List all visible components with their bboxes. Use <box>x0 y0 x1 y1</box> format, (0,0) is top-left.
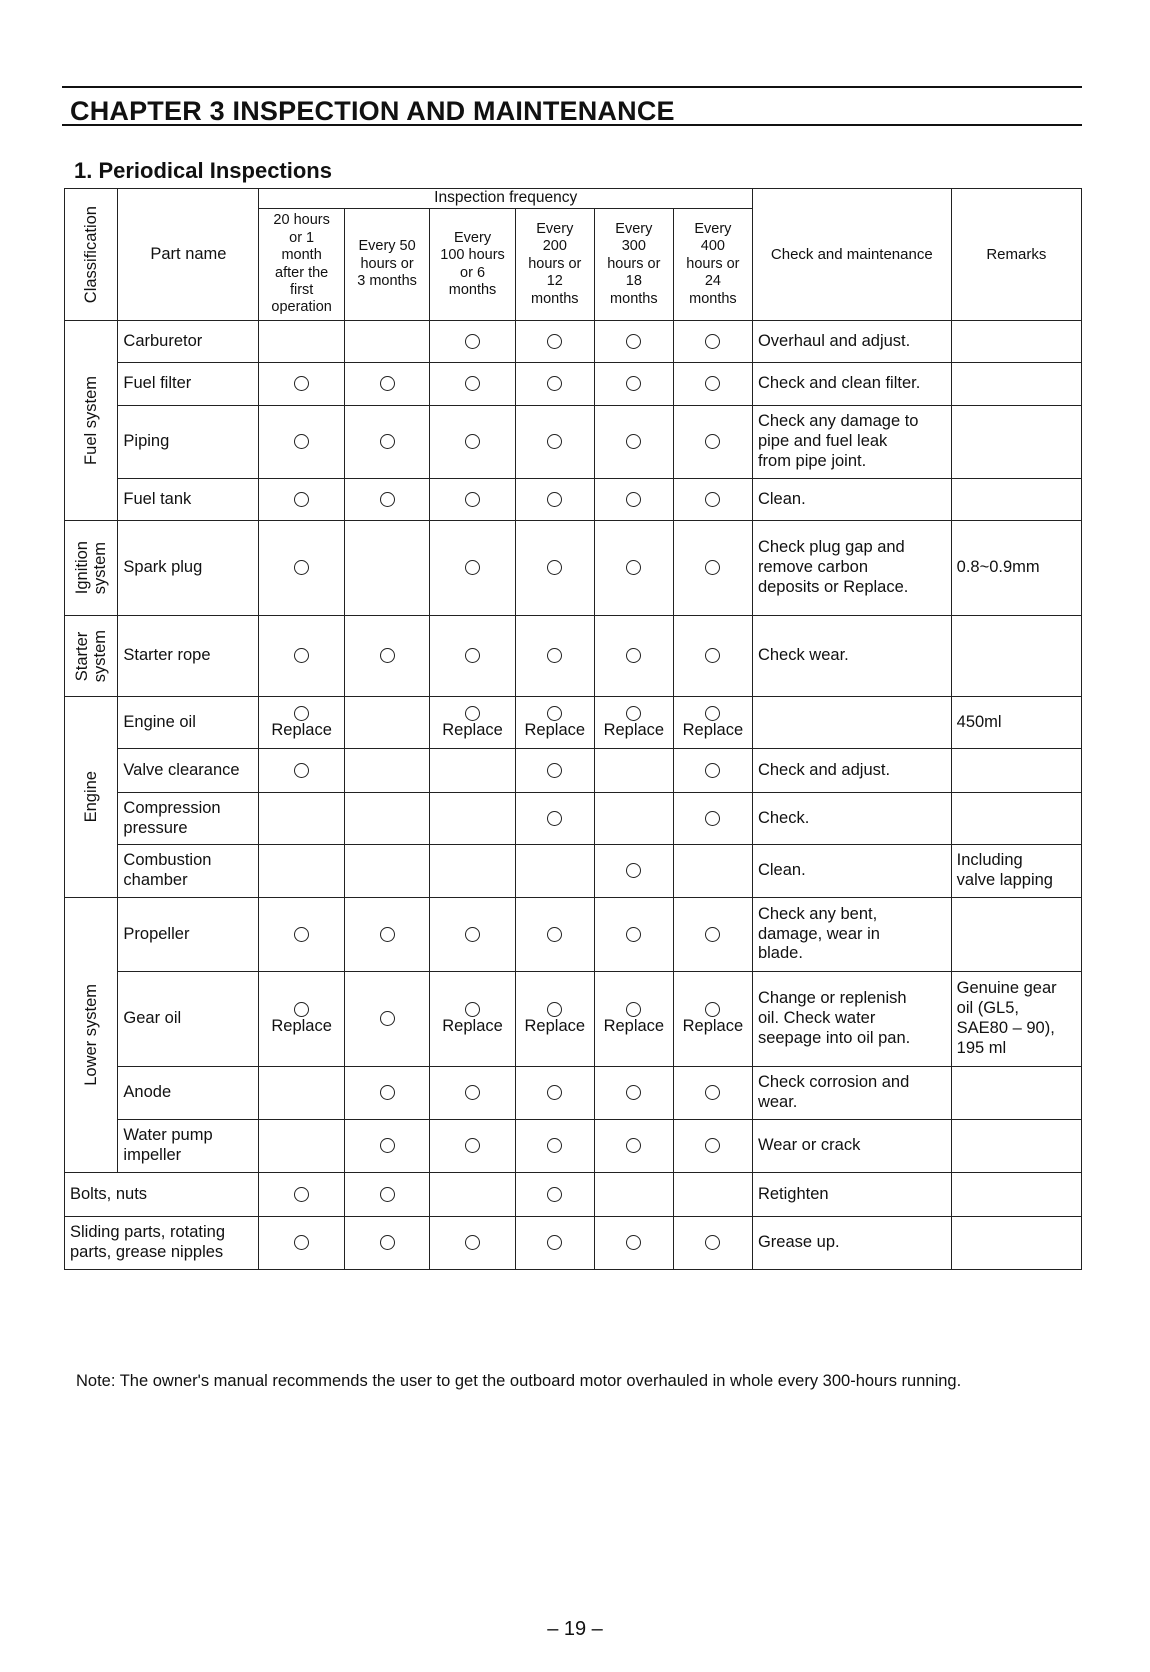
part-name-cell: Propeller <box>118 898 259 972</box>
circle-mark-icon <box>465 706 480 721</box>
group-fuel-cell <box>65 321 118 521</box>
frequency-cell <box>673 406 752 479</box>
frequency-cell <box>344 793 429 845</box>
remarks-cell <box>951 1067 1081 1120</box>
group-label: Fuel system <box>82 376 101 465</box>
table-row <box>65 898 1082 972</box>
part-name-cell: Combustion chamber <box>118 845 259 898</box>
frequency-cell <box>259 1173 344 1217</box>
frequency-cell <box>515 1217 594 1270</box>
frequency-cell <box>259 479 344 521</box>
check-maintenance-cell: Clean. <box>752 845 951 898</box>
frequency-cell <box>515 616 594 697</box>
replace-label: Replace <box>442 1017 503 1036</box>
group-engine-cell <box>65 697 118 898</box>
frequency-cell <box>594 1217 673 1270</box>
circle-mark-icon <box>380 1011 395 1026</box>
check-maintenance-cell: Retighten <box>752 1173 951 1217</box>
replace-label: Replace <box>682 720 744 739</box>
replace-label: Replace <box>524 720 586 739</box>
circle-mark-icon <box>294 927 309 942</box>
replace-label: Replace <box>271 720 332 739</box>
frequency-cell <box>515 1173 594 1217</box>
header-row <box>65 189 1082 209</box>
section-title: 1. Periodical Inspections <box>74 158 332 183</box>
frequency-cell <box>259 845 344 898</box>
circle-mark-icon <box>380 1235 395 1250</box>
page-number: – 19 – <box>547 1618 603 1640</box>
frequency-cell <box>344 1120 429 1173</box>
check-maintenance-cell: Check plug gap and remove carbon deposits or Replace. <box>752 521 951 616</box>
check-maintenance-cell: Check and clean filter. <box>752 363 951 406</box>
remarks-cell <box>951 616 1081 697</box>
frequency-cell <box>594 616 673 697</box>
table-row <box>65 363 1082 406</box>
check-maintenance-header: Check and maintenance <box>752 189 951 321</box>
frequency-cell <box>344 1217 429 1270</box>
check-maintenance-cell: Check any damage to pipe and fuel leak from pipe joint. <box>752 406 951 479</box>
table-row <box>65 321 1082 363</box>
frequency-cell <box>673 616 752 697</box>
frequency-cell <box>594 521 673 616</box>
frequency-cell <box>259 749 344 793</box>
frequency-cell <box>259 1067 344 1120</box>
circle-mark-icon <box>380 492 395 507</box>
freq-header-1: 20 hours or 1 month after the first operation <box>259 209 344 321</box>
frequency-cell <box>259 697 344 749</box>
circle-mark-icon <box>380 1187 395 1202</box>
table-row <box>65 1173 1082 1217</box>
remarks-cell <box>951 793 1081 845</box>
circle-mark-icon <box>626 334 641 349</box>
group-label: Starter system <box>73 629 110 683</box>
table-row <box>65 616 1082 697</box>
circle-mark-icon <box>705 763 720 778</box>
part-name-cell: Spark plug <box>118 521 259 616</box>
replace-label: Replace <box>524 1017 586 1036</box>
frequency-cell <box>515 972 594 1067</box>
replace-label: Replace <box>603 720 665 739</box>
circle-mark-icon <box>294 492 309 507</box>
frequency-cell <box>515 521 594 616</box>
remarks-cell <box>951 1173 1081 1217</box>
circle-mark-icon <box>626 376 641 391</box>
circle-mark-icon <box>705 1002 720 1017</box>
frequency-cell <box>344 845 429 898</box>
frequency-cell <box>430 321 515 363</box>
frequency-cell <box>430 616 515 697</box>
circle-mark-icon <box>465 334 480 349</box>
check-maintenance-cell: Overhaul and adjust. <box>752 321 951 363</box>
check-maintenance-cell: Check. <box>752 793 951 845</box>
frequency-cell <box>594 321 673 363</box>
circle-mark-icon <box>547 492 562 507</box>
table-row <box>65 1067 1082 1120</box>
remarks-cell <box>951 321 1081 363</box>
part-name-cell: Sliding parts, rotating parts, grease nipples <box>65 1217 259 1270</box>
remarks-cell: Genuine gear oil (GL5, SAE80 – 90), 195 ml <box>951 972 1081 1067</box>
freq-header-6: Every 400 hours or 24 months <box>673 209 752 321</box>
circle-mark-icon <box>380 376 395 391</box>
frequency-cell <box>515 898 594 972</box>
replace-label: Replace <box>442 720 503 739</box>
frequency-cell <box>515 479 594 521</box>
frequency-cell <box>430 521 515 616</box>
frequency-cell <box>673 363 752 406</box>
circle-mark-icon <box>547 648 562 663</box>
note: Note: The owner's manual recommends the user to get the outboard motor overhauled in whole every 300-hours running. <box>76 1372 962 1390</box>
circle-mark-icon <box>294 763 309 778</box>
check-maintenance-cell: Check any bent, damage, wear in blade. <box>752 898 951 972</box>
frequency-cell <box>259 321 344 363</box>
part-name-cell: Piping <box>118 406 259 479</box>
freq-header-5: Every 300 hours or 18 months <box>594 209 673 321</box>
remarks-cell <box>951 1120 1081 1173</box>
frequency-cell <box>430 363 515 406</box>
frequency-cell <box>594 1067 673 1120</box>
frequency-cell <box>515 321 594 363</box>
freq-header-4: Every 200 hours or 12 months <box>515 209 594 321</box>
part-name-cell: Fuel filter <box>118 363 259 406</box>
circle-mark-icon <box>705 492 720 507</box>
circle-mark-icon <box>380 434 395 449</box>
circle-mark-icon <box>380 648 395 663</box>
replace-label: Replace <box>271 1017 332 1036</box>
group-ignition-cell <box>65 521 118 616</box>
circle-mark-icon <box>626 1002 641 1017</box>
circle-mark-icon <box>465 492 480 507</box>
circle-mark-icon <box>705 1235 720 1250</box>
circle-mark-icon <box>380 1138 395 1153</box>
group-lower-cell <box>65 898 118 1173</box>
frequency-cell <box>515 793 594 845</box>
circle-mark-icon <box>626 492 641 507</box>
table-row <box>65 406 1082 479</box>
frequency-cell <box>430 1173 515 1217</box>
replace-label: Replace <box>682 1017 744 1036</box>
check-maintenance-cell: Wear or crack <box>752 1120 951 1173</box>
frequency-cell <box>515 749 594 793</box>
frequency-cell <box>259 521 344 616</box>
circle-mark-icon <box>547 1235 562 1250</box>
frequency-cell <box>344 521 429 616</box>
frequency-cell <box>344 898 429 972</box>
circle-mark-icon <box>547 376 562 391</box>
part-name-cell: Valve clearance <box>118 749 259 793</box>
circle-mark-icon <box>705 334 720 349</box>
frequency-cell <box>515 697 594 749</box>
circle-mark-icon <box>465 1085 480 1100</box>
group-label: Engine <box>82 771 101 823</box>
frequency-cell <box>259 406 344 479</box>
table-row <box>65 749 1082 793</box>
circle-mark-icon <box>380 927 395 942</box>
frequency-cell <box>430 406 515 479</box>
frequency-cell <box>594 793 673 845</box>
circle-mark-icon <box>626 706 641 721</box>
frequency-cell <box>430 697 515 749</box>
frequency-cell <box>594 406 673 479</box>
circle-mark-icon <box>626 927 641 942</box>
frequency-cell <box>344 479 429 521</box>
frequency-cell <box>594 363 673 406</box>
frequency-cell <box>594 972 673 1067</box>
frequency-cell <box>430 793 515 845</box>
frequency-cell <box>673 697 752 749</box>
remarks-cell <box>951 479 1081 521</box>
remarks-cell <box>951 406 1081 479</box>
part-name-cell: Fuel tank <box>118 479 259 521</box>
check-maintenance-cell: Check and adjust. <box>752 749 951 793</box>
group-label: Lower system <box>82 984 101 1086</box>
frequency-cell <box>430 479 515 521</box>
part-name-cell: Bolts, nuts <box>65 1173 259 1217</box>
frequency-cell <box>430 1067 515 1120</box>
circle-mark-icon <box>465 648 480 663</box>
circle-mark-icon <box>547 1138 562 1153</box>
circle-mark-icon <box>626 1138 641 1153</box>
frequency-cell <box>430 845 515 898</box>
circle-mark-icon <box>547 706 562 721</box>
check-maintenance-cell: Check corrosion and wear. <box>752 1067 951 1120</box>
frequency-cell <box>259 972 344 1067</box>
remarks-cell: 450ml <box>951 697 1081 749</box>
table-row <box>65 479 1082 521</box>
remarks-cell <box>951 363 1081 406</box>
circle-mark-icon <box>294 1002 309 1017</box>
frequency-cell <box>594 479 673 521</box>
frequency-cell <box>344 749 429 793</box>
frequency-cell <box>515 845 594 898</box>
table-row <box>65 793 1082 845</box>
classification-header: Classification <box>65 189 118 321</box>
frequency-cell <box>594 697 673 749</box>
frequency-cell <box>673 972 752 1067</box>
circle-mark-icon <box>465 560 480 575</box>
circle-mark-icon <box>626 648 641 663</box>
circle-mark-icon <box>465 927 480 942</box>
circle-mark-icon <box>626 1085 641 1100</box>
table-row <box>65 697 1082 749</box>
frequency-cell <box>594 898 673 972</box>
part-name-cell: Anode <box>118 1067 259 1120</box>
circle-mark-icon <box>626 560 641 575</box>
circle-mark-icon <box>465 1138 480 1153</box>
frequency-cell <box>673 749 752 793</box>
circle-mark-icon <box>705 706 720 721</box>
circle-mark-icon <box>547 763 562 778</box>
check-maintenance-cell: Grease up. <box>752 1217 951 1270</box>
frequency-cell <box>673 1120 752 1173</box>
group-label: Ignition system <box>73 541 110 595</box>
circle-mark-icon <box>547 560 562 575</box>
circle-mark-icon <box>547 1002 562 1017</box>
frequency-cell <box>259 616 344 697</box>
table-row <box>65 845 1082 898</box>
circle-mark-icon <box>705 1138 720 1153</box>
circle-mark-icon <box>705 560 720 575</box>
frequency-cell <box>515 1120 594 1173</box>
frequency-cell <box>673 1217 752 1270</box>
circle-mark-icon <box>465 434 480 449</box>
frequency-cell <box>430 1217 515 1270</box>
frequency-cell <box>259 898 344 972</box>
circle-mark-icon <box>294 1187 309 1202</box>
part-name-cell: Gear oil <box>118 972 259 1067</box>
frequency-cell <box>673 1067 752 1120</box>
circle-mark-icon <box>705 811 720 826</box>
circle-mark-icon <box>705 648 720 663</box>
frequency-cell <box>344 1173 429 1217</box>
remarks-header: Remarks <box>951 189 1081 321</box>
circle-mark-icon <box>705 376 720 391</box>
circle-mark-icon <box>294 648 309 663</box>
frequency-cell <box>594 1120 673 1173</box>
circle-mark-icon <box>294 376 309 391</box>
part-name-header: Part name <box>118 189 259 321</box>
frequency-cell <box>344 321 429 363</box>
circle-mark-icon <box>547 811 562 826</box>
freq-header-3: Every 100 hours or 6 months <box>430 209 515 321</box>
frequency-cell <box>673 321 752 363</box>
part-name-cell: Engine oil <box>118 697 259 749</box>
part-name-cell: Compression pressure <box>118 793 259 845</box>
frequency-cell <box>259 793 344 845</box>
frequency-cell <box>515 1067 594 1120</box>
remarks-cell <box>951 749 1081 793</box>
frequency-cell <box>344 1067 429 1120</box>
circle-mark-icon <box>465 376 480 391</box>
circle-mark-icon <box>465 1002 480 1017</box>
check-maintenance-cell: Clean. <box>752 479 951 521</box>
check-maintenance-cell: Change or replenish oil. Check water seepage into oil pan. <box>752 972 951 1067</box>
circle-mark-icon <box>705 434 720 449</box>
table-row <box>65 972 1082 1067</box>
part-name-cell: Water pump impeller <box>118 1120 259 1173</box>
frequency-cell <box>673 793 752 845</box>
frequency-cell <box>515 363 594 406</box>
circle-mark-icon <box>547 927 562 942</box>
circle-mark-icon <box>465 1235 480 1250</box>
part-name-cell: Carburetor <box>118 321 259 363</box>
table-row <box>65 1217 1082 1270</box>
remarks-cell <box>951 898 1081 972</box>
frequency-cell <box>344 363 429 406</box>
frequency-cell <box>673 521 752 616</box>
frequency-cell <box>594 749 673 793</box>
circle-mark-icon <box>294 560 309 575</box>
freq-header-2: Every 50 hours or 3 months <box>344 209 429 321</box>
table-body <box>65 321 1082 1270</box>
frequency-cell <box>259 1217 344 1270</box>
group-starter-cell <box>65 616 118 697</box>
top-rule <box>62 86 1082 88</box>
circle-mark-icon <box>547 1085 562 1100</box>
table-row <box>65 521 1082 616</box>
circle-mark-icon <box>705 927 720 942</box>
frequency-cell <box>430 898 515 972</box>
check-maintenance-cell: Check wear. <box>752 616 951 697</box>
frequency-cell <box>673 898 752 972</box>
frequency-cell <box>259 1120 344 1173</box>
table-row <box>65 1120 1082 1173</box>
chapter-rule <box>62 124 1082 126</box>
inspection-frequency-header: Inspection frequency <box>259 189 753 209</box>
check-maintenance-cell <box>752 697 951 749</box>
circle-mark-icon <box>705 1085 720 1100</box>
frequency-cell <box>594 845 673 898</box>
frequency-cell <box>344 616 429 697</box>
circle-mark-icon <box>294 1235 309 1250</box>
circle-mark-icon <box>547 334 562 349</box>
frequency-cell <box>673 1173 752 1217</box>
circle-mark-icon <box>294 434 309 449</box>
chapter-title: CHAPTER 3 INSPECTION AND MAINTENANCE <box>70 96 675 126</box>
replace-label: Replace <box>603 1017 665 1036</box>
circle-mark-icon <box>547 1187 562 1202</box>
circle-mark-icon <box>547 434 562 449</box>
frequency-cell <box>430 972 515 1067</box>
circle-mark-icon <box>294 706 309 721</box>
frequency-cell <box>259 363 344 406</box>
circle-mark-icon <box>626 863 641 878</box>
frequency-cell <box>344 406 429 479</box>
frequency-cell <box>673 845 752 898</box>
frequency-cell <box>430 1120 515 1173</box>
inspection-table <box>64 188 1082 1270</box>
remarks-cell <box>951 1217 1081 1270</box>
remarks-cell: 0.8~0.9mm <box>951 521 1081 616</box>
frequency-cell <box>430 749 515 793</box>
frequency-cell <box>594 1173 673 1217</box>
frequency-cell <box>344 697 429 749</box>
part-name-cell: Starter rope <box>118 616 259 697</box>
circle-mark-icon <box>380 1085 395 1100</box>
circle-mark-icon <box>626 434 641 449</box>
frequency-cell <box>673 479 752 521</box>
frequency-cell <box>515 406 594 479</box>
circle-mark-icon <box>626 1235 641 1250</box>
remarks-cell: Including valve lapping <box>951 845 1081 898</box>
frequency-cell <box>344 972 429 1067</box>
